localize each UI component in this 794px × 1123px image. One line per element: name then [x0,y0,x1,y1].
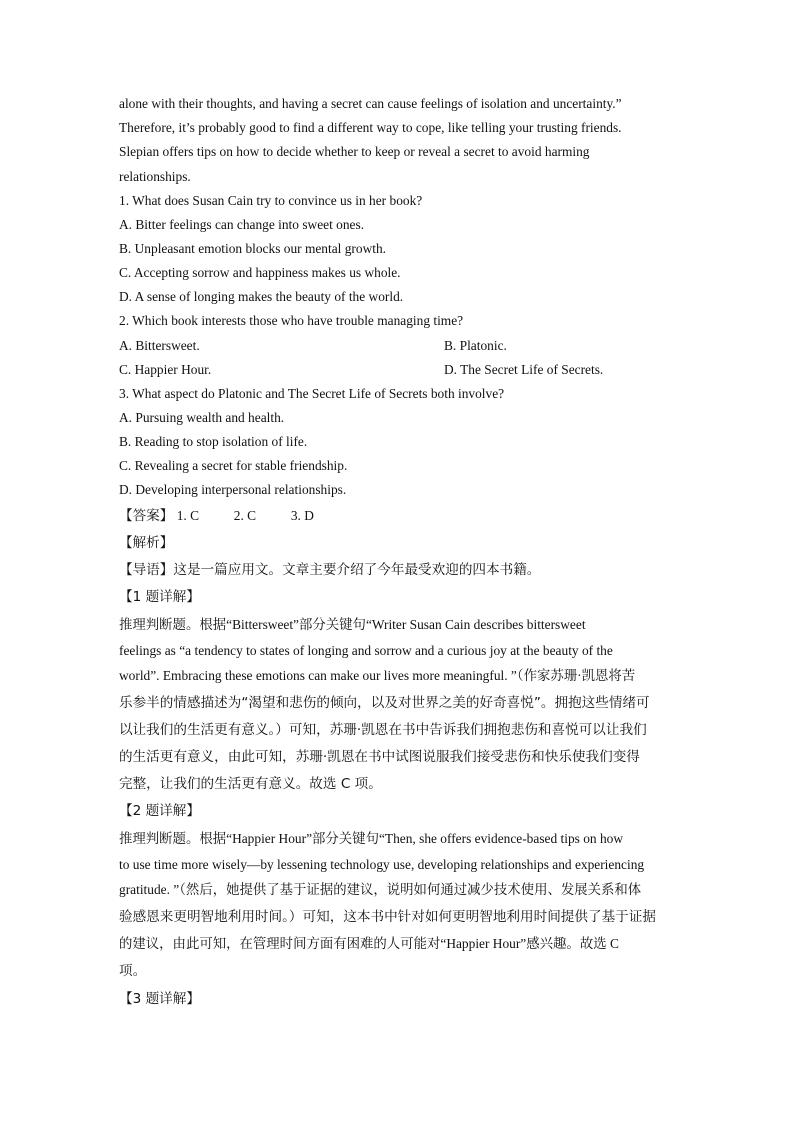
question-2-row-1 [119,337,679,355]
question-1-option-b: B. Unpleasant emotion blocks our mental growth. [119,241,387,256]
question-1-option-a: A. Bitter feelings can change into sweet ones. [119,217,365,232]
detail-2-line: 验感恩来更明智地利用时间。）可知，这本书中针对如何更明智地利用时间提供了基于证据 [119,909,656,925]
detail-2-line: 项。 [119,963,147,979]
passage-line: alone with their thoughts, and having a secret can cause feelings of isolation and uncertainty.” [119,96,622,111]
question-2-option-a: A. Bittersweet. [119,338,200,353]
detail-1-line: 乐参半的情感描述为“渴望和悲伤的倾向，以及对世界之美的好奇喜悦”。拥抱这些情绪可 [119,695,650,711]
detail-2-line: 的建议，由此可知，在管理时间方面有困难的人可能对“Happier Hour”感兴趣。故选 C [119,936,619,951]
detail-2-line: 推理判断题。根据“Happier Hour”部分关键句“Then, she offers evidence-based tips on how [119,831,624,846]
passage-line: relationships. [119,169,191,184]
detail-2-line: gratitude. ”（然后，她提供了基于证据的建议，说明如何通过减少技术使用、发展关系和体 [119,882,642,897]
answer-1: 1. C [176,508,200,523]
question-1-option-d: D. A sense of longing makes the beauty of the world. [119,289,404,304]
question-3-option-d: D. Developing interpersonal relationships. [119,482,347,497]
detail-1-line: 完整，让我们的生活更有意义。故选 C 项。 [119,776,382,792]
detail-3-label: 【3 题详解】 [119,991,200,1007]
answer-label: 【答案】 [119,508,174,524]
answer-3: 3. D [290,508,314,523]
passage-line: Therefore, it’s probably good to find a different way to cope, like telling your trusting friends. [119,120,622,135]
question-2-option-b: B. Platonic. [444,338,507,353]
detail-1-line: 的生活更有意义，由此可知，苏珊·凯恩在书中试图说服我们接受悲伤和快乐使我们变得 [119,749,640,765]
answer-2: 2. C [233,508,257,523]
question-1-option-c: C. Accepting sorrow and happiness makes us whole. [119,265,401,280]
answer-line [119,507,679,525]
question-2-option-d: D. The Secret Life of Secrets. [444,362,604,377]
question-3-option-c: C. Revealing a secret for stable friendship. [119,458,348,473]
detail-1-line: feelings as “a tendency to states of longing and sorrow and a curious joy at the beauty of the [119,643,613,658]
detail-1-line: world”. Embracing these emotions can make our lives more meaningful. ”（作家苏珊·凯恩将苦 [119,668,636,683]
question-2-stem: 2. Which book interests those who have trouble managing time? [119,313,464,328]
question-2-option-c: C. Happier Hour. [119,362,212,377]
detail-1-label: 【1 题详解】 [119,589,200,605]
guide-line [119,561,679,579]
question-3-stem: 3. What aspect do Platonic and The Secret Life of Secrets both involve? [119,386,505,401]
question-3-option-b: B. Reading to stop isolation of life. [119,434,308,449]
question-1-stem: 1. What does Susan Cain try to convince us in her book? [119,193,423,208]
detail-2-label: 【2 题详解】 [119,803,200,819]
passage-line: Slepian offers tips on how to decide whether to keep or reveal a secret to avoid harming [119,144,590,159]
guide-label: 【导语】 [119,562,174,578]
analysis-label: 【解析】 [119,535,174,551]
detail-2-line: to use time more wisely—by lessening technology use, developing relationships and experiencing [119,857,645,872]
question-2-row-2 [119,361,679,379]
detail-1-line: 以让我们的生活更有意义。）可知，苏珊·凯恩在书中告诉我们拥抱悲伤和喜悦可以让我们 [119,722,647,738]
detail-1-line: 推理判断题。根据“Bittersweet”部分关键句“Writer Susan Cain describes bittersweet [119,617,586,632]
guide-text: 这是一篇应用文。文章主要介绍了今年最受欢迎的四本书籍。 [173,562,541,578]
question-3-option-a: A. Pursuing wealth and health. [119,410,285,425]
